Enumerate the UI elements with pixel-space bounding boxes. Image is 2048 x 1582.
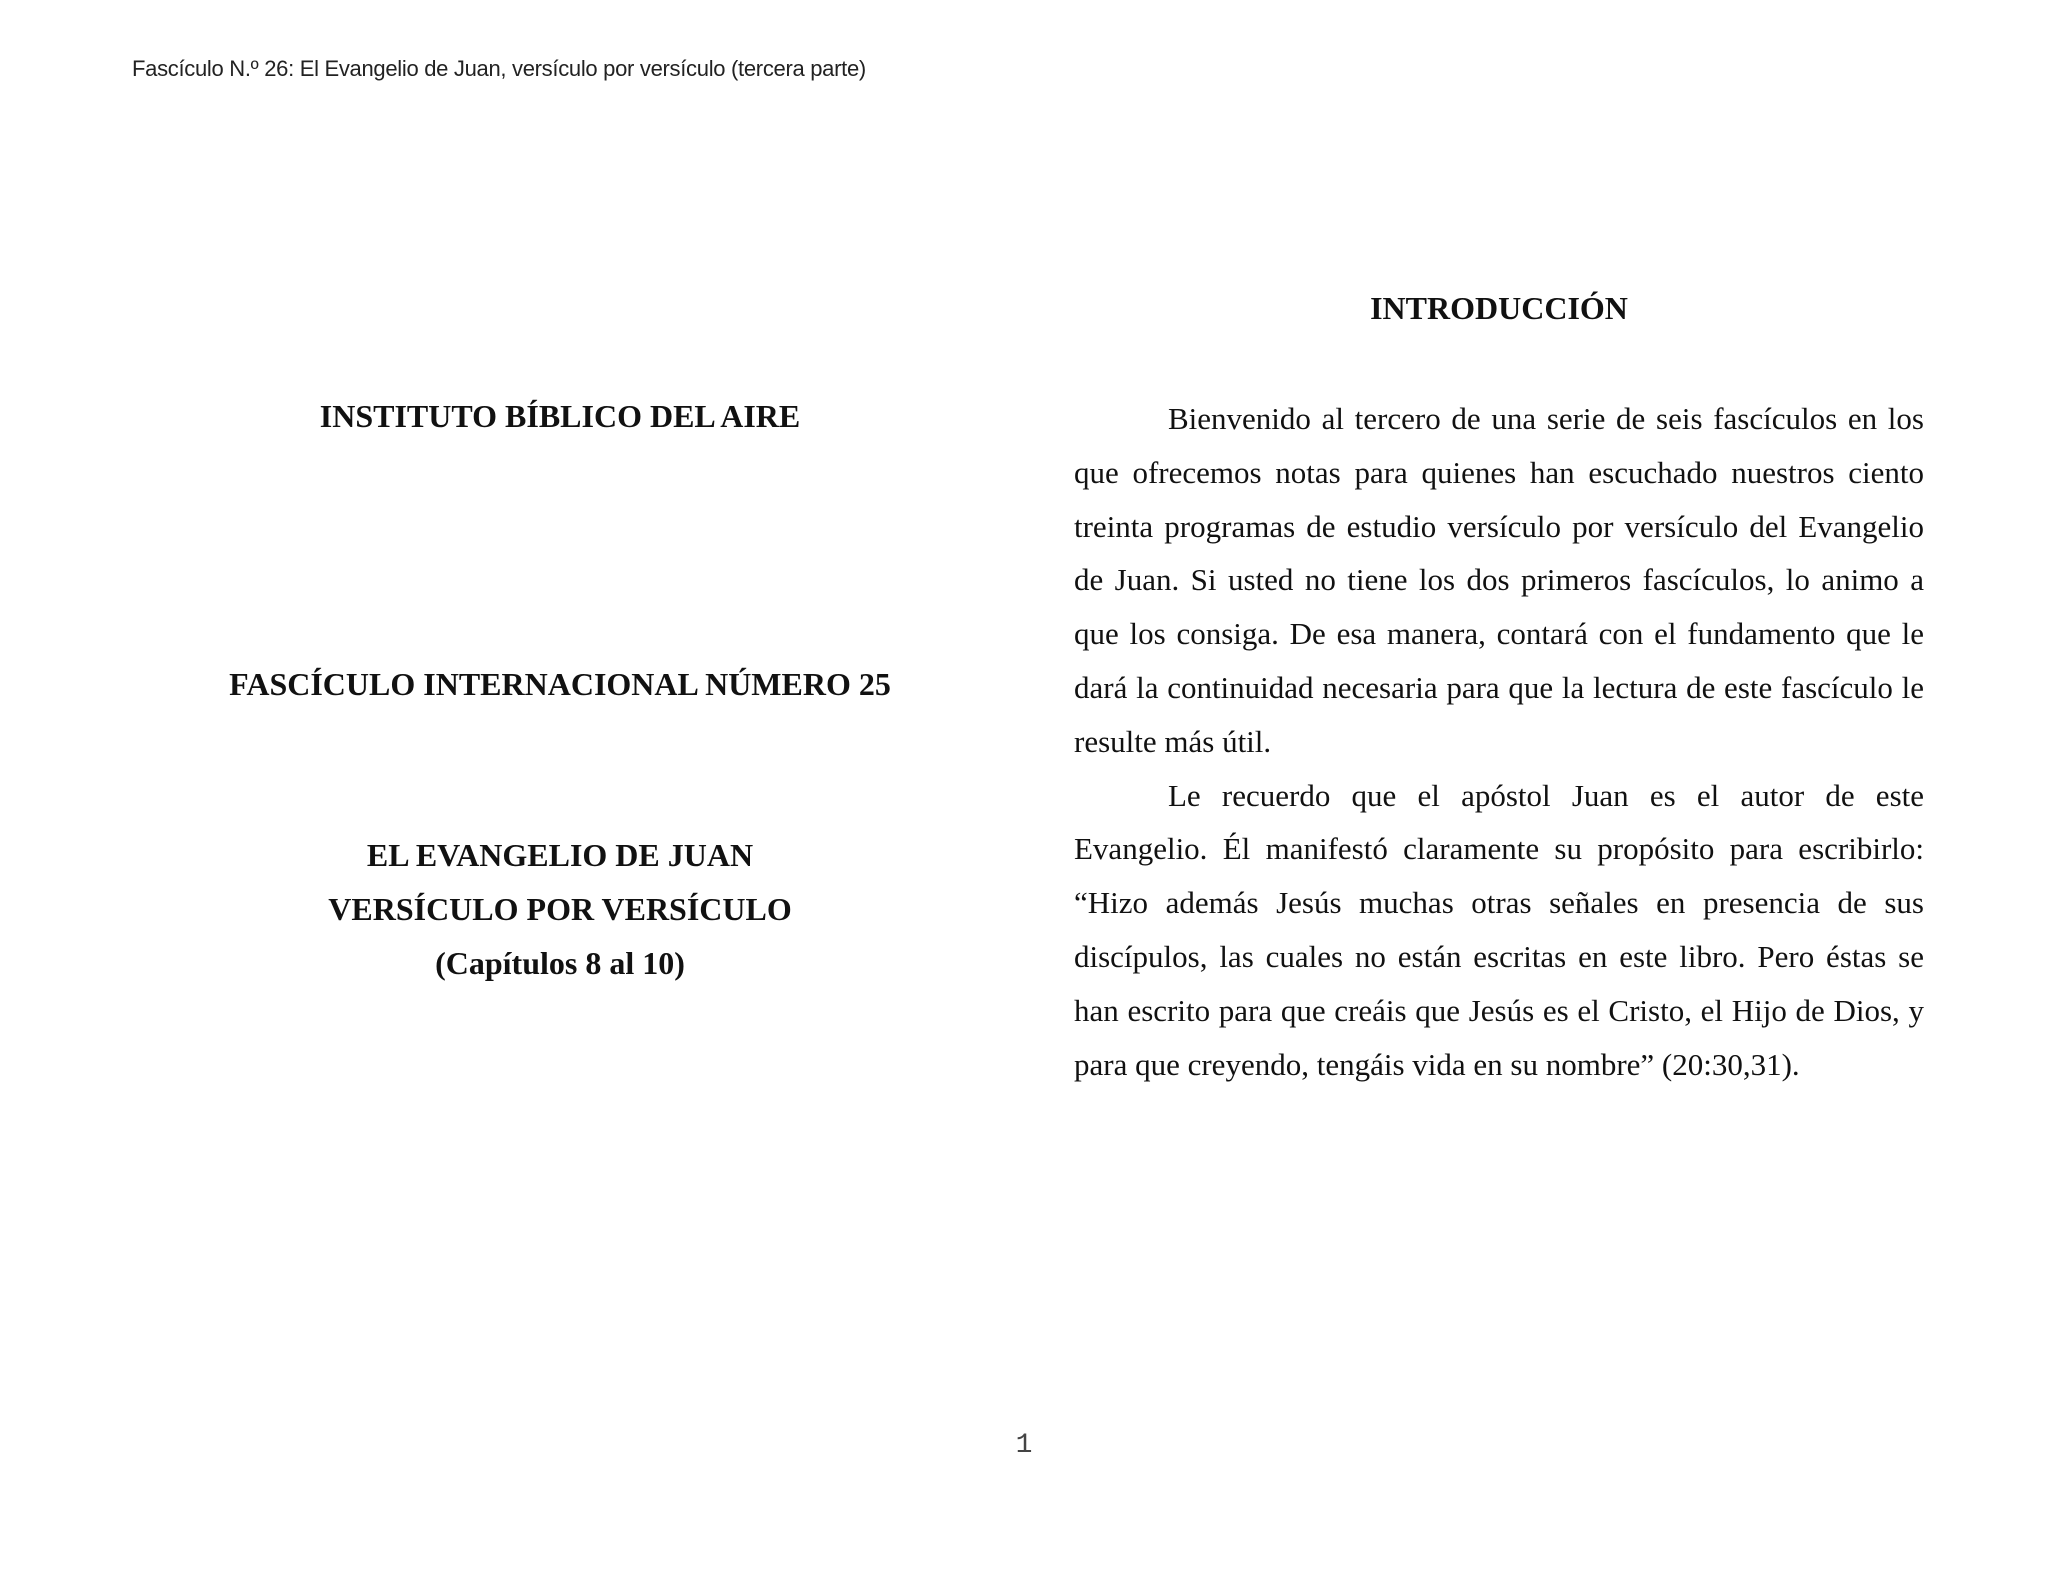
introduction-paragraph-1: Bienvenido al tercero de una serie de seis fascículos en los que ofrecemos notas para quienes han escuchado nuestros ciento treinta programas de estudio versículo por versículo del Evangelio de Juan. Si usted no tiene los dos primeros fascículos, lo animo a que los consiga. De esa manera, contará con el fundamento que le dará la continuidad necesaria para que la lectura de este fascículo le resulte más útil. [1074, 401, 1924, 759]
introduction-heading: INTRODUCCIÓN [1370, 290, 1628, 326]
page-number: 1 [1015, 1430, 1033, 1461]
introduction-body [1074, 392, 1924, 1091]
institute-name: INSTITUTO BÍBLICO DEL AIRE [319, 398, 801, 434]
fasciculo-number: FASCÍCULO INTERNACIONAL NÚMERO 25 [229, 666, 891, 702]
introduction-paragraph-2: Le recuerdo que el apóstol Juan es el autor de este Evangelio. Él manifestó claramente su propósito para escribirlo: “Hizo además Jesús muchas otras señales en presencia de sus discípulos, las cuales no están escritas en este libro. Pero éstas se han escrito para que creáis que Jesús es el Cristo, el Hijo de Dios, y para que creyendo, tengáis vida en su nombre” (20:30,31). [1074, 777, 1924, 1082]
running-header: Fascículo N.º 26: El Evangelio de Juan, versículo por versículo (tercera parte) [132, 56, 866, 81]
cover-title-line-2: VERSÍCULO POR VERSÍCULO [328, 891, 792, 927]
cover-title-line-1: EL EVANGELIO DE JUAN [366, 837, 754, 873]
cover-title-block [150, 828, 970, 990]
cover-chapters: (Capítulos 8 al 10) [435, 945, 685, 981]
